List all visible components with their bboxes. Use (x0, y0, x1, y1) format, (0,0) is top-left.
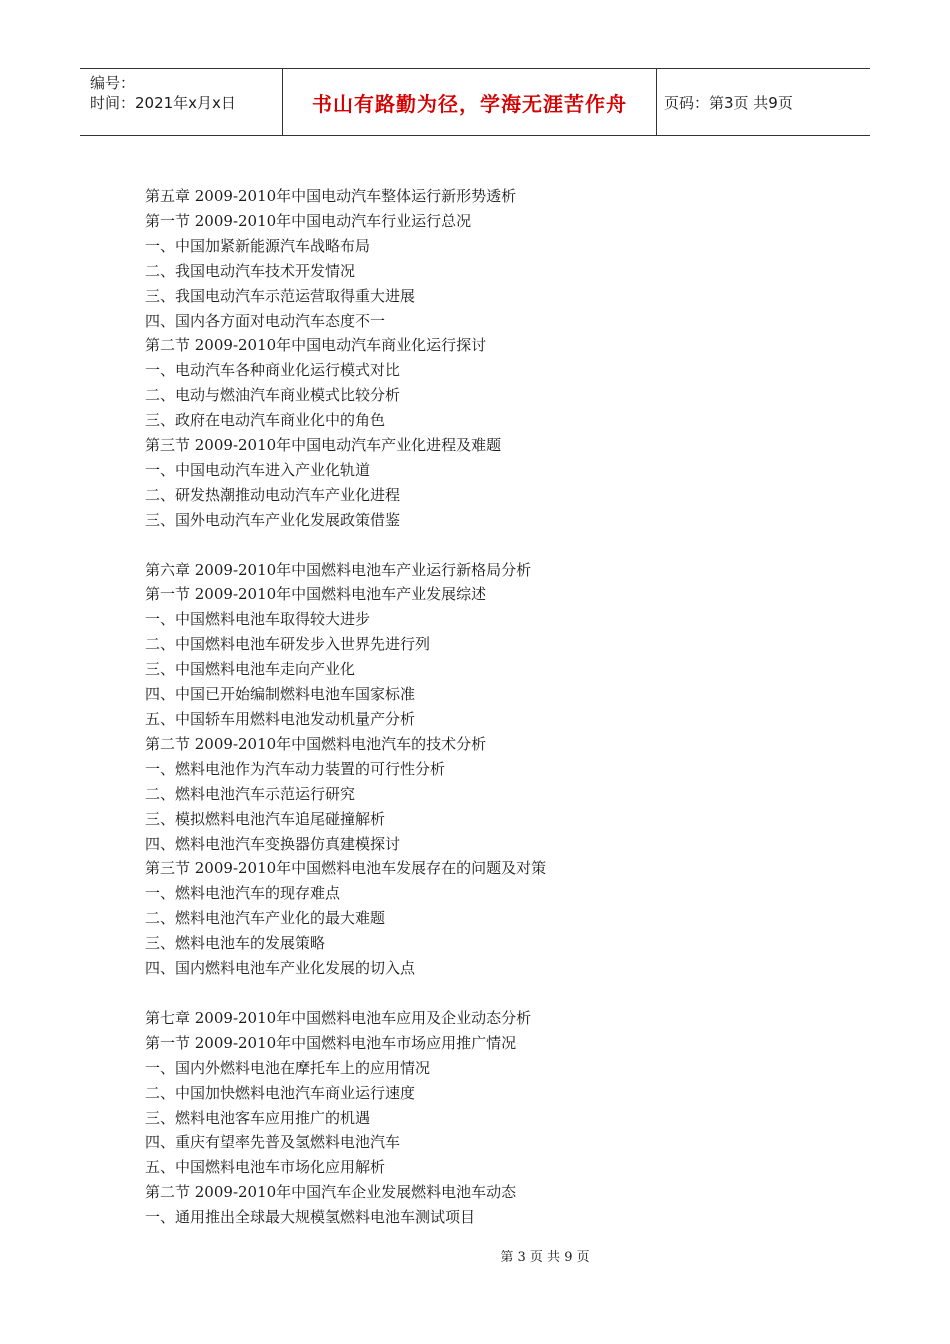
toc-line: 第二节 2009-2010年中国电动汽车商业化运行探讨 (145, 336, 487, 355)
toc-line: 四、燃料电池汽车变换器仿真建模探讨 (145, 834, 401, 853)
header-page-info: 页码：第3页 共9页 (664, 93, 793, 112)
toc-line: 一、燃料电池作为汽车动力装置的可行性分析 (145, 759, 446, 778)
toc-line: 一、电动汽车各种商业化运行模式对比 (145, 361, 401, 380)
toc-line: 一、中国电动汽车进入产业化轨道 (145, 460, 371, 479)
page-footer: 第 3 页 共 9 页 (500, 1250, 590, 1265)
toc-line: 一、通用推出全球最大规模氢燃料电池车测试项目 (145, 1208, 476, 1227)
toc-line: 二、研发热潮推动电动汽车产业化进程 (145, 485, 401, 504)
toc-chapter-6 (145, 558, 825, 981)
toc-line: 第二节 2009-2010年中国燃料电池汽车的技术分析 (145, 734, 487, 753)
table-of-contents (145, 184, 825, 1230)
toc-line: 三、政府在电动汽车商业化中的角色 (145, 411, 386, 430)
toc-line: 第六章 2009-2010年中国燃料电池车产业运行新格局分析 (145, 560, 532, 579)
toc-line: 三、模拟燃料电池汽车追尾碰撞解析 (145, 809, 386, 828)
toc-line: 五、中国燃料电池车市场化应用解析 (145, 1158, 386, 1177)
toc-line: 三、国外电动汽车产业化发展政策借鉴 (145, 510, 401, 529)
toc-chapter-5 (145, 184, 825, 533)
toc-line: 第一节 2009-2010年中国电动汽车行业运行总况 (145, 211, 472, 230)
toc-line: 二、电动与燃油汽车商业模式比较分析 (145, 386, 401, 405)
toc-line: 三、中国燃料电池车走向产业化 (145, 660, 356, 679)
toc-line: 第七章 2009-2010年中国燃料电池车应用及企业动态分析 (145, 1008, 532, 1027)
toc-line: 五、中国轿车用燃料电池发动机量产分析 (145, 710, 416, 729)
blank-line (145, 981, 825, 1006)
toc-line: 三、我国电动汽车示范运营取得重大进展 (145, 286, 416, 305)
header-motto: 书山有路勤为径，学海无涯苦作舟 (283, 69, 657, 135)
toc-line: 一、中国加紧新能源汽车战略布局 (145, 236, 371, 255)
toc-chapter-7 (145, 1006, 825, 1230)
toc-line: 第二节 2009-2010年中国汽车企业发展燃料电池车动态 (145, 1183, 517, 1202)
toc-line: 二、中国加快燃料电池汽车商业运行速度 (145, 1083, 416, 1102)
toc-line: 三、燃料电池客车应用推广的机遇 (145, 1108, 371, 1127)
toc-line: 二、燃料电池汽车产业化的最大难题 (145, 909, 386, 928)
toc-line: 二、我国电动汽车技术开发情况 (145, 261, 356, 280)
toc-line: 二、中国燃料电池车研发步入世界先进行列 (145, 635, 431, 654)
toc-line: 四、国内各方面对电动汽车态度不一 (145, 311, 386, 330)
toc-line: 第一节 2009-2010年中国燃料电池车市场应用推广情况 (145, 1033, 517, 1052)
toc-line: 第一节 2009-2010年中国燃料电池车产业发展综述 (145, 585, 487, 604)
toc-line: 第五章 2009-2010年中国电动汽车整体运行新形势透析 (145, 187, 517, 205)
blank-line (145, 533, 825, 558)
document-number-label: 编号： (90, 74, 136, 92)
header-meta (80, 69, 283, 135)
toc-line: 一、中国燃料电池车取得较大进步 (145, 610, 371, 629)
toc-line: 一、国内外燃料电池在摩托车上的应用情况 (145, 1058, 431, 1077)
document-date: 时间：2021年x月x日 (90, 94, 236, 112)
toc-line: 三、燃料电池车的发展策略 (145, 934, 326, 953)
toc-line: 一、燃料电池汽车的现存难点 (145, 884, 341, 903)
page-header (80, 68, 870, 136)
toc-line: 四、重庆有望率先普及氢燃料电池汽车 (145, 1133, 401, 1152)
toc-line: 第三节 2009-2010年中国电动汽车产业化进程及难题 (145, 436, 502, 455)
toc-line: 第三节 2009-2010年中国燃料电池车发展存在的问题及对策 (145, 859, 547, 878)
toc-line: 四、中国已开始编制燃料电池车国家标准 (145, 685, 416, 704)
toc-line: 二、燃料电池汽车示范运行研究 (145, 784, 356, 803)
toc-line: 四、国内燃料电池车产业化发展的切入点 (145, 959, 416, 978)
